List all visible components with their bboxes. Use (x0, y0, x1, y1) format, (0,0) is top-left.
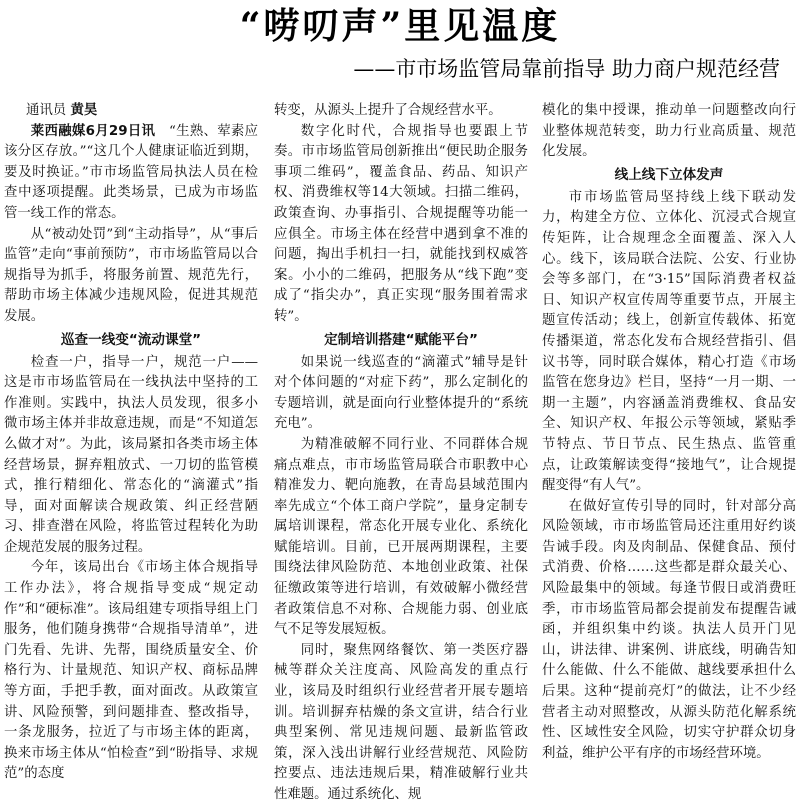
paragraph-text: “生熟、荤素应该分区存放。”“这几个人健康证临近到期，要及时换证。”市市场监管局执法人员在检查中逐项提醒。此类场景，已成为市场监管一线工作的常态。 (4, 123, 259, 221)
byline-name: 黄昊 (70, 103, 98, 118)
byline-prefix: 通讯员 (26, 103, 67, 118)
paragraph: 同时，聚焦网络餐饮、第一类医疗器械等群众关注度高、风险高发的重点行业，该局及时组织行业经营者开展专题培训。培训摒弃枯燥的条文宣讲，结合行业典型案例、常见违规问题、最新监管政策，深入浅出讲解行业经营规范、风险防控要点、违法违规后果，精准破解行业共性难题。通过系统化、规 (274, 642, 528, 802)
dateline: 莱西融媒6月29日讯 (30, 123, 156, 139)
paragraph: 数字化时代，合规指导也要跟上节奏。市市场监管局创新推出“便民助企服务事项二维码”，覆盖食品、药品、知识产权、消费维权等14大领域。扫描二维码，政策查询、办事指引、合规提醒等功能一应俱全。市场主体在经营中遇到拿不准的问题，掏出手机扫一扫，就能找到权威答案。小小的二维码，把服务从“线下跑”变成了“指尖办”，真正实现“服务围着需求转”。 (274, 123, 528, 324)
paragraph-continued: 转变，从源头上提升了合规经营水平。 (274, 103, 502, 118)
article-column-3 (542, 101, 796, 761)
paragraph: 从“被动处罚”到“主动指导”，从“事后监管”走向“事前预防”，市市场监管局以合规指导为抓手，将服务前置、规范先行，帮助市场主体减少违规风险，促进其规范发展。 (4, 226, 258, 324)
paragraph: 检查一户，指导一户，规范一户——这是市市场监管局在一线执法中坚持的工作准则。实践中，执法人员发现，很多小微市场主体并非故意违规，而是“不知道怎么做才对”。为此，该局紧扣各类市场主体经营场景，摒弃粗放式、一刀切的监管模式，推行精细化、常态化的“滴灌式”指导，面对面解读合规政策、纠正经营陋习、排查潜在风险，将监管过程转化为助企规范发展的服务过程。 (4, 354, 258, 555)
paragraph: 市市场监管局坚持线上线下联动发力，构建全方位、立体化、沉浸式合规宣传矩阵，让合规理念全面覆盖、深入人心。线下，该局联合法院、公安、行业协会等多部门，在“3·15”国际消费者权益日、知识产权宣传周等重要节点，开展主题宣传活动；线上，创新宣传载体、拓宽传播渠道，常态化发布合规经营指引、倡议书等，同时联合媒体，精心打造《市场监管在您身边》栏目，坚持“一月一期、一期一主题”，内容涵盖消费维权、食品安全、知识产权、年报公示等领域，紧贴季节特点、节日节点、民生热点、监管重点，让政策解读变得“接地气”，让合规提醒变得“有人气”。 (542, 189, 796, 494)
paragraph (4, 122, 258, 225)
paragraph: 如果说一线巡查的“滴灌式”辅导是针对个体问题的“对症下药”，那么定制化的专题培训，就是面向行业整体提升的“系统充电”。 (274, 354, 528, 432)
headline: “唠叨声”里见温度 (239, 5, 561, 47)
byline (4, 101, 258, 122)
paragraph: 在做好宣传引导的同时，针对部分高风险领域，市市场监管局还注重用好约谈告诫手段。肉及肉制品、保健食品、预付式消费、价格……这些都是群众最关心、风险最集中的领域。每逢节假日或消费旺季，市市场监管局都会提前发布提醒告诫函，并组织集中约谈。执法人员开门见山，讲法律、讲案例、讲底线，明确告知什么能做、什么不能做、越线要承担什么后果。这种“提前亮灯”的做法，让不少经营者主动对照整改，从源头防范化解系统性、区域性安全风险，切实守护群众切身利益，维护公平有序的市场经营环境。 (542, 498, 796, 761)
article-column-1 (4, 101, 259, 782)
section-heading: 线上线下立体发声 (614, 166, 724, 183)
section-heading: 定制培训搭建“赋能平台” (324, 331, 478, 348)
paragraph: 为精准破解不同行业、不同群体合规痛点难点，市市场监管局联合市职教中心精准发力、靶向施教，在青岛县域范围内率先成立“个体工商户学院”，量身定制专属培训课程，常态化开展专业化、系统化赋能培训。目前，已开展两期课程，主要围绕法律风险防范、本地创业政策、社保征缴政策等进行培训，有效破解小微经营者政策信息不对称、合规能力弱、创业底气不足等发展短板。 (274, 436, 528, 638)
subheadline: ——市市场监管局靠前指导 助力商户规范经营 (353, 57, 780, 81)
article-column-2 (274, 101, 528, 802)
paragraph: 今年，该局出台《市场主体合规指导工作办法》，将合规指导变成“规定动作”和“硬标准”。该局组建专项指导组上门服务，他们随身携带“合规指导清单”，进门先看、先讲、先帮，围绕质量安全、价格行为、计量规范、知识产权、商标品牌等方面，手把手教，面对面改。从政策宣讲、风险预警，到问题排查、整改指导，一条龙服务，拉近了与市场主体的距离，换来市场主体从“怕检查”到“盼指导、求规范”的态度 (4, 560, 258, 782)
paragraph-continued: 模化的集中授课，推动单一问题整改向行业整体规范转变，助力行业高质量、规范化发展。 (542, 103, 796, 160)
section-heading: 巡查一线变“流动课堂” (60, 331, 202, 348)
